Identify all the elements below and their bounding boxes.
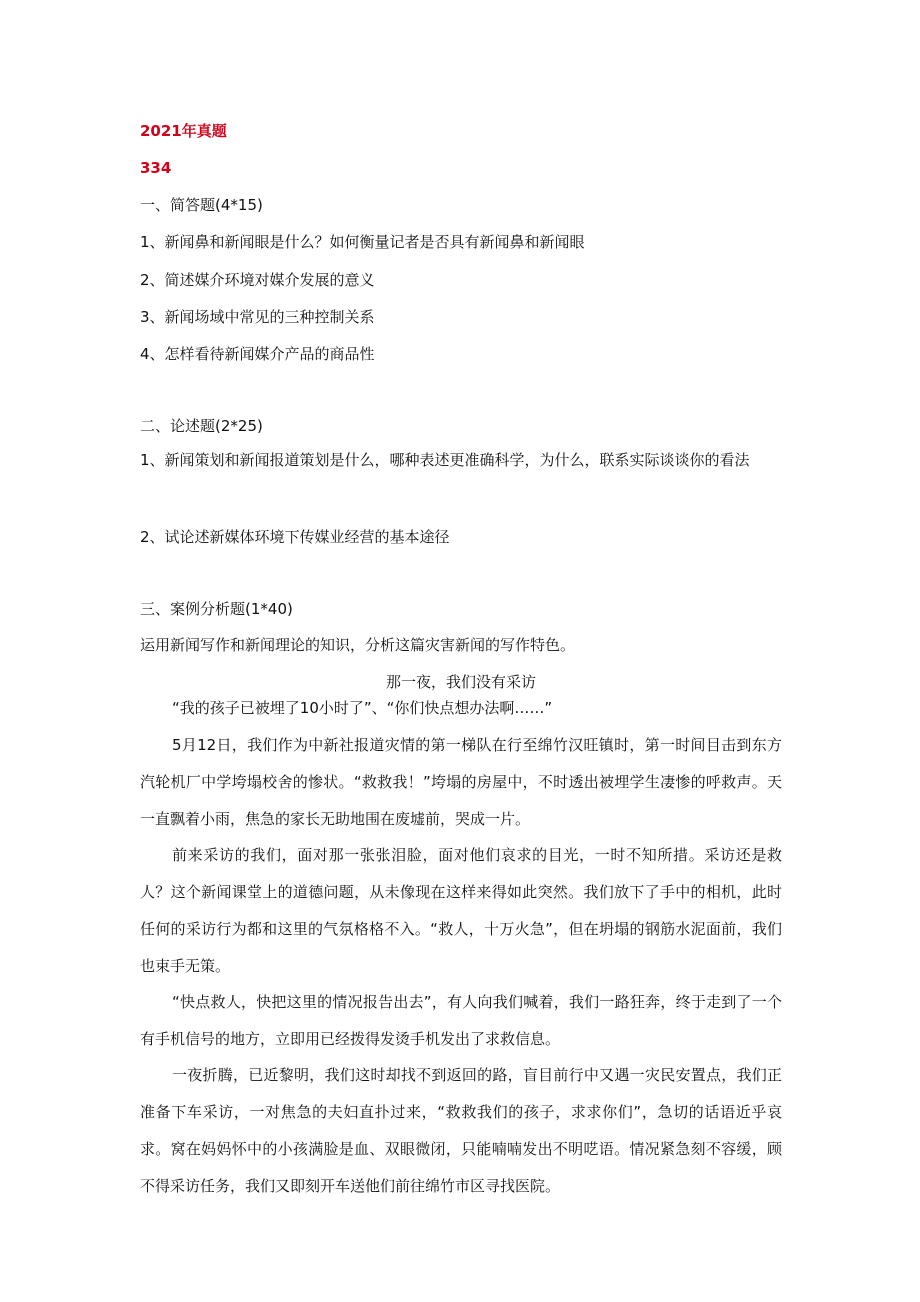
case-instruction: 运用新闻写作和新闻理论的知识，分析这篇灾害新闻的写作特色。 — [140, 636, 576, 654]
year-title: 2021年真题 — [140, 122, 227, 140]
question-item: 2、试论述新媒体环境下传媒业经营的基本途径 — [140, 528, 450, 546]
question-item: 1、新闻鼻和新闻眼是什么？如何衡量记者是否具有新闻鼻和新闻眼 — [140, 233, 585, 251]
article-paragraph: 前来采访的我们，面对那一张张泪脸，面对他们哀求的目光，一时不知所措。采访还是救人？这个新闻课堂上的道德问题，从未像现在这样来得如此突然。我们放下了手中的相机，此时任何的采访行为都和这里的气氛格格不入。“救人，十万火急”，但在坍塌的钢筋水泥面前，我们也束手无策。 — [140, 846, 782, 975]
section-heading-essay: 二、论述题(2*25) — [140, 417, 263, 435]
question-item: 3、新闻场域中常见的三种控制关系 — [140, 308, 375, 326]
article-title: 那一夜，我们没有采访 — [385, 673, 536, 691]
article-paragraph: 5月12日，我们作为中新社报道灾情的第一梯队在行至绵竹汉旺镇时，第一时间目击到东方汽轮机厂中学垮塌校舍的惨状。“救救我！”垮塌的房屋中，不时透出被埋学生凄惨的呼救声。天一直飘着小雨，焦急的家长无助地围在废墟前，哭成一片。 — [140, 736, 782, 828]
section-heading-case-analysis: 三、案例分析题(1*40) — [140, 600, 293, 618]
article-paragraph: “我的孩子已被埋了10小时了”、“你们快点想办法啊……” — [172, 699, 553, 717]
section-heading-short-answer: 一、简答题(4*15) — [140, 196, 263, 214]
article-paragraph: “快点救人，快把这里的情况报告出去”，有人向我们喊着，我们一路狂奔，终于走到了一个有手机信号的地方，立即用已经拨得发烫手机发出了求救信息。 — [140, 993, 782, 1048]
question-item: 2、简述媒介环境对媒介发展的意义 — [140, 271, 375, 289]
question-item: 1、新闻策划和新闻报道策划是什么，哪种表述更准确科学，为什么，联系实际谈谈你的看法 — [140, 451, 750, 469]
article-paragraph: 一夜折腾，已近黎明，我们这时却找不到返回的路，盲目前行中又遇一灾民安置点，我们正准备下车采访，一对焦急的夫妇直扑过来，“救救我们的孩子，求求你们”，急切的话语近乎哀求。窝在妈妈怀中的小孩满脸是血、双眼微闭，只能喃喃发出不明呓语。情况紧急刻不容缓，顾不得采访任务，我们又即刻开车送他们前往绵竹市区寻找医院。 — [140, 1066, 782, 1195]
subject-code: 334 — [140, 159, 172, 177]
question-item: 4、怎样看待新闻媒介产品的商品性 — [140, 345, 375, 363]
